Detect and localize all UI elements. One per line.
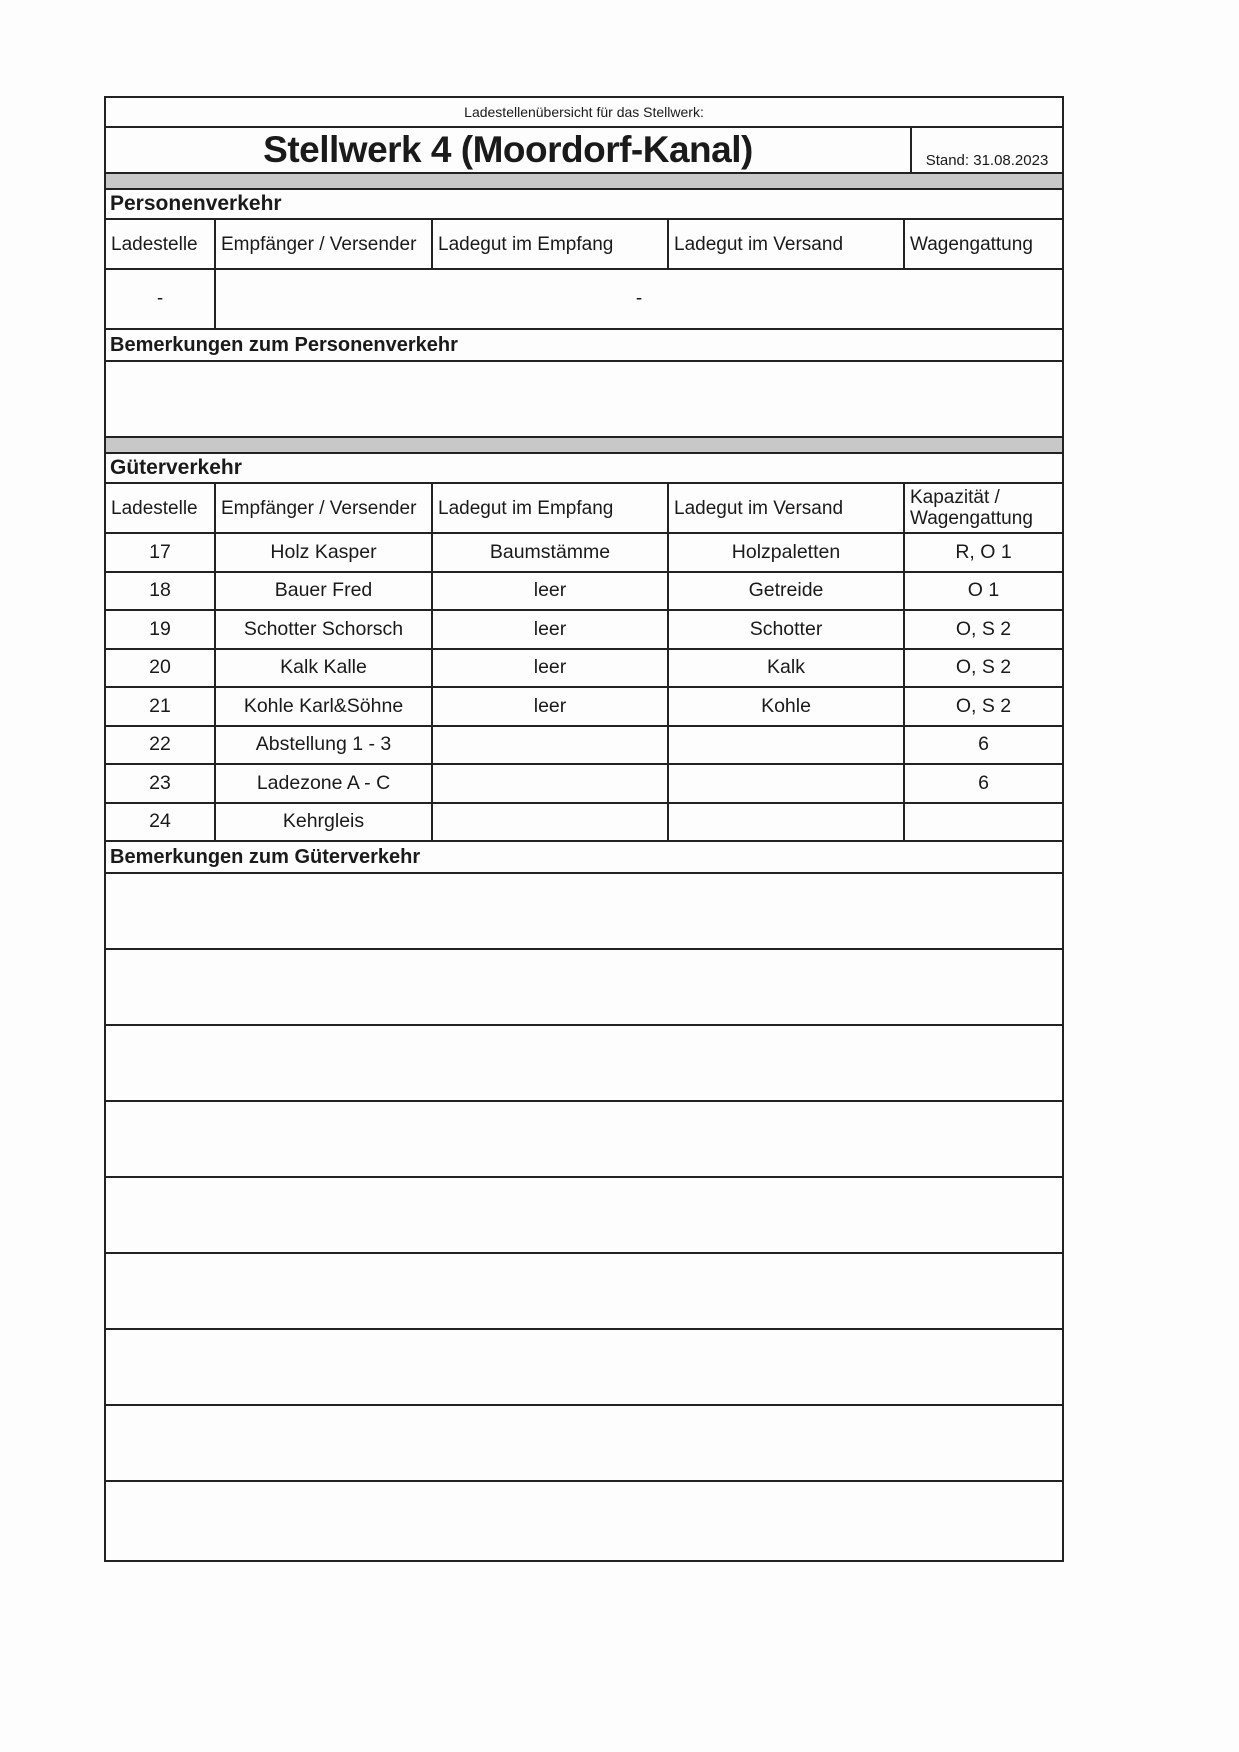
gv-cell-kapazitaet: 6 (978, 733, 989, 756)
gv-cell-ladestelle: 23 (106, 765, 216, 802)
table-row (106, 688, 1062, 727)
gv-cell-empfaenger: Kehrgleis (216, 804, 433, 841)
remarks-heading-gueterverkehr: Bemerkungen zum Güterverkehr (106, 842, 1062, 874)
table-row (106, 765, 1062, 804)
gv-cell-empfaenger: Bauer Fred (216, 573, 433, 610)
gv-cell-ladestelle: 20 (106, 650, 216, 687)
gv-cell-ladestelle: 21 (106, 688, 216, 725)
table-row (106, 727, 1062, 766)
gv-cell-empfang (433, 804, 669, 841)
pv-col-empfaenger: Empfänger / Versender (216, 220, 433, 268)
gv-cell-empfaenger: Schotter Schorsch (216, 611, 433, 648)
gv-col-ladestelle: Ladestelle (106, 484, 216, 532)
gv-cell-empfang: leer (433, 573, 669, 610)
remark-line (106, 950, 1062, 1026)
gv-cell-empfang (433, 765, 669, 802)
remark-line (106, 1330, 1062, 1406)
gv-cell-versand: Schotter (669, 611, 905, 648)
gv-cell-versand: Kohle (669, 688, 905, 725)
remark-line (106, 1482, 1062, 1560)
table-row (106, 573, 1062, 612)
gv-header-row (106, 484, 1062, 534)
gv-cell-empfaenger: Ladezone A - C (216, 765, 433, 802)
remark-line (106, 1406, 1062, 1482)
gv-cell-versand (669, 804, 905, 841)
gv-cell-ladestelle: 24 (106, 804, 216, 841)
title-row (106, 128, 1062, 174)
remark-line (106, 1178, 1062, 1254)
gv-cell-kapazitaet: O, S 2 (955, 617, 1012, 640)
remark-line (106, 1254, 1062, 1330)
form-sheet (104, 96, 1064, 1562)
remark-line (106, 1102, 1062, 1178)
gv-col-versand: Ladegut im Versand (669, 484, 905, 532)
page-title: Stellwerk 4 (Moordorf-Kanal) (106, 128, 912, 172)
gv-col-kapazitaet: Kapazität / Wagengattung (910, 487, 1033, 529)
pv-header-row (106, 220, 1062, 270)
gv-cell-versand: Holzpaletten (669, 534, 905, 571)
gv-table-body (106, 534, 1062, 842)
supertitle-row (106, 98, 1062, 128)
shaded-divider (106, 438, 1062, 454)
section-heading-gueterverkehr: Güterverkehr (106, 454, 1062, 484)
gv-cell-empfang: Baumstämme (433, 534, 669, 571)
gv-cell-versand: Getreide (669, 573, 905, 610)
gv-cell-versand (669, 765, 905, 802)
supertitle: Ladestellenübersicht für das Stellwerk: (464, 104, 704, 120)
remarks-lines-gueterverkehr (106, 874, 1062, 1560)
gv-cell-empfang: leer (433, 611, 669, 648)
gv-cell-empfang (433, 727, 669, 764)
pv-data-row (106, 270, 1062, 330)
gv-cell-ladestelle: 19 (106, 611, 216, 648)
gv-cell-empfaenger: Kohle Karl&Söhne (216, 688, 433, 725)
gv-cell-kapazitaet (905, 804, 1062, 841)
section-heading-personenverkehr: Personenverkehr (106, 190, 1062, 220)
gv-col-empfang: Ladegut im Empfang (433, 484, 669, 532)
pv-col-ladestelle: Ladestelle (106, 220, 216, 268)
gv-cell-ladestelle: 22 (106, 727, 216, 764)
gv-cell-ladestelle: 18 (106, 573, 216, 610)
stand-date: Stand: 31.08.2023 (925, 152, 1049, 169)
gv-cell-versand (669, 727, 905, 764)
remark-line (106, 874, 1062, 950)
gv-cell-kapazitaet: R, O 1 (955, 540, 1012, 563)
pv-col-empfang: Ladegut im Empfang (433, 220, 669, 268)
gv-cell-versand: Kalk (669, 650, 905, 687)
gv-cell-empfaenger: Holz Kasper (216, 534, 433, 571)
gv-cell-kapazitaet: O, S 2 (955, 656, 1012, 679)
remark-line (106, 1026, 1062, 1102)
gv-cell-empfang: leer (433, 650, 669, 687)
shaded-divider (106, 174, 1062, 190)
table-row (106, 804, 1062, 843)
table-row (106, 534, 1062, 573)
pv-col-versand: Ladegut im Versand (669, 220, 905, 268)
gv-cell-kapazitaet: O, S 2 (955, 694, 1012, 717)
remarks-heading-personenverkehr: Bemerkungen zum Personenverkehr (106, 330, 1062, 362)
table-row (106, 650, 1062, 689)
gv-cell-kapazitaet: O 1 (967, 579, 1000, 602)
gv-cell-empfaenger: Kalk Kalle (216, 650, 433, 687)
table-row (106, 611, 1062, 650)
gv-cell-empfaenger: Abstellung 1 - 3 (216, 727, 433, 764)
pv-col-wagengattung: Wagengattung (910, 233, 1033, 255)
remarks-box-personenverkehr (106, 362, 1062, 438)
gv-cell-ladestelle: 17 (106, 534, 216, 571)
gv-cell-kapazitaet: 6 (978, 771, 989, 794)
gv-cell-empfang: leer (433, 688, 669, 725)
pv-ladestelle-value: - (106, 270, 216, 328)
pv-rest-value: - (635, 288, 643, 309)
gv-col-empfaenger: Empfänger / Versender (216, 484, 433, 532)
